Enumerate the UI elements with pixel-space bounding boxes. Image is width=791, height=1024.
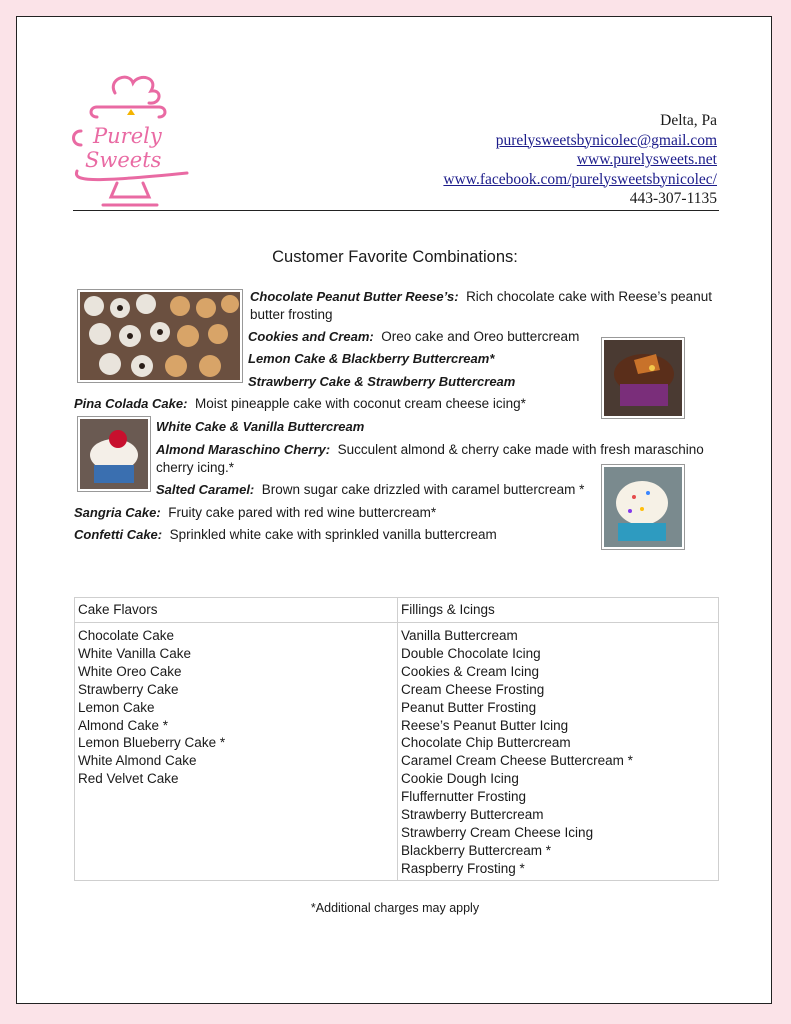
cake-flavors-header: Cake Flavors [75, 598, 398, 623]
fillings-icings-cell [398, 623, 719, 881]
combo-sangria [74, 504, 436, 522]
combo-almond-cherry [156, 441, 716, 476]
list-item: Cream Cheese Frosting [401, 681, 545, 697]
list-item: Cookie Dough Icing [401, 771, 519, 787]
flavors-table [74, 597, 719, 881]
list-item: White Almond Cake [78, 753, 197, 769]
menu-page [16, 16, 772, 1004]
combo-name: Strawberry Cake & Strawberry Buttercream [248, 374, 516, 389]
facebook-link[interactable]: www.facebook.com/purelysweetsbynicolec/ [443, 170, 717, 188]
combo-name: Salted Caramel: [156, 482, 255, 497]
cake-flavors-cell [75, 623, 398, 881]
list-item: Caramel Cream Cheese Buttercream * [401, 753, 633, 769]
combo-cookies-cream [248, 328, 579, 346]
location-text: Delta, Pa [660, 112, 717, 129]
chocolate-cupcake-photo [601, 337, 685, 419]
combo-desc: Sprinkled white cake with sprinkled vanilla buttercream [169, 527, 497, 542]
list-item: Chocolate Cake [78, 628, 175, 643]
logo-text-line1: Purely [93, 124, 162, 148]
contact-block [443, 111, 717, 209]
fillings-icings-list [401, 627, 715, 878]
list-item: Vanilla Buttercream [401, 628, 518, 643]
phone-text: 443-307-1135 [629, 190, 717, 207]
list-item: Lemon Cake [78, 699, 155, 715]
favorites-heading: Customer Favorite Combinations: [272, 248, 518, 266]
combo-name: Chocolate Peanut Butter Reese’s: [250, 289, 459, 304]
combo-name: Lemon Cake & Blackberry Buttercream* [248, 351, 495, 366]
combo-desc: Succulent almond & cherry cake made with fresh maraschino cherry icing.* [156, 442, 704, 475]
list-item: Fluffernutter Frosting [401, 789, 527, 805]
fillings-icings-header: Fillings & Icings [398, 598, 719, 623]
combo-strawberry [248, 373, 515, 391]
combo-name: Almond Maraschino Cherry: [156, 442, 331, 457]
email-link[interactable]: purelysweetsbynicolec@gmail.com [495, 131, 717, 149]
logo-text-line2: Sweets [85, 148, 162, 172]
combo-white-vanilla [156, 418, 364, 436]
cherry-cupcake-photo [77, 416, 151, 492]
list-item: Cookies & Cream Icing [401, 663, 540, 679]
combo-confetti [74, 526, 497, 544]
combo-salted-caramel [156, 481, 584, 499]
combo-desc: Oreo cake and Oreo buttercream [381, 329, 580, 344]
cupcakes-tray-photo [77, 289, 243, 383]
list-item: Chocolate Chip Buttercream [401, 735, 571, 751]
combo-name: Confetti Cake: [74, 527, 163, 542]
list-item: Strawberry Cake [78, 681, 179, 697]
list-item: Blackberry Buttercream * [401, 842, 552, 858]
combo-name: Cookies and Cream: [248, 329, 374, 344]
cake-flavors-list [78, 627, 394, 788]
list-item: Double Chocolate Icing [401, 645, 541, 661]
combo-name: White Cake & Vanilla Buttercream [156, 419, 365, 434]
list-item: Red Velvet Cake [78, 771, 179, 787]
header-divider [73, 210, 719, 211]
list-item: Lemon Blueberry Cake * [78, 735, 226, 751]
list-item: Peanut Butter Frosting [401, 699, 537, 715]
list-item: Strawberry Buttercream [401, 807, 544, 823]
list-item: White Vanilla Cake [78, 645, 192, 661]
combo-desc: Moist pineapple cake with coconut cream cheese icing* [194, 396, 526, 411]
list-item: Strawberry Cream Cheese Icing [401, 824, 594, 840]
combo-name: Pina Colada Cake: [74, 396, 188, 411]
combo-desc: Fruity cake pared with red wine buttercream* [168, 505, 437, 520]
combo-desc: Brown sugar cake drizzled with caramel buttercream * [261, 482, 585, 497]
combo-chocolate-peanut-butter [250, 288, 720, 323]
additional-charges-note: *Additional charges may apply [310, 901, 480, 915]
purely-sweets-logo [67, 71, 191, 211]
combo-pina-colada [74, 395, 526, 413]
combo-lemon-blackberry [248, 350, 494, 368]
list-item: Almond Cake * [78, 717, 169, 733]
list-item: Raspberry Frosting * [401, 860, 525, 876]
website-link[interactable]: www.purelysweets.net [576, 151, 717, 168]
list-item: White Oreo Cake [78, 663, 182, 679]
combo-desc: Rich chocolate cake with Reese’s peanut butter frosting [250, 289, 712, 322]
list-item: Reese’s Peanut Butter Icing [401, 717, 569, 733]
confetti-cupcake-photo [601, 464, 685, 550]
combo-name: Sangria Cake: [74, 505, 161, 520]
